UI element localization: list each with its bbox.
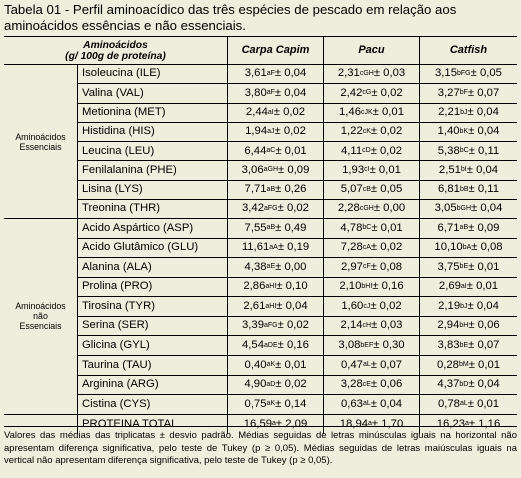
std-deviation: ± 0,04 <box>468 125 500 138</box>
mean-value: 1,22 <box>340 125 363 138</box>
mean-value: 2,61 <box>243 299 266 312</box>
mean-value: 10,10 <box>434 241 463 254</box>
mean-value: 3,15 <box>435 67 458 80</box>
std-deviation: ± 0,01 <box>275 358 307 371</box>
mean-value: 11,61 <box>241 241 270 254</box>
std-deviation: ± 0,01 <box>468 260 500 273</box>
table-cell-value: 1,93 cI ± 0,01 <box>324 161 420 180</box>
mean-value: 3,08 <box>338 339 361 352</box>
mean-value: 6,81 <box>437 183 460 196</box>
amino-acid-name: Tirosina (TYR) <box>78 297 228 317</box>
table-cell-value: 3,08 bEF ± 0,30 <box>324 336 420 356</box>
std-deviation: ± 0,04 <box>467 299 499 312</box>
std-deviation: ± 0,11 <box>468 144 500 157</box>
mean-value: 1,40 <box>437 125 460 138</box>
header-species: Carpa Capim <box>228 37 324 65</box>
mean-value: 2,94 <box>437 319 460 332</box>
mean-value: 3,27 <box>437 86 460 99</box>
table-cell-value: 3,75 bE ± 0,01 <box>420 258 517 278</box>
std-deviation: ± 0,04 <box>467 106 499 119</box>
mean-value: 2,42 <box>340 86 363 99</box>
std-deviation: ± 0,11 <box>468 183 500 196</box>
table-cell-value: 16,59 a ± 2,09 <box>228 415 324 435</box>
std-deviation: ± 2,09 <box>275 417 308 430</box>
table-cell-value: 3,27 bF ± 0,07 <box>420 84 517 103</box>
mean-value: 0,63 <box>340 397 363 410</box>
mean-value: 2,31 <box>337 67 360 80</box>
mean-value: 2,19 <box>438 299 461 312</box>
std-deviation: ± 0,02 <box>370 241 403 254</box>
table-caption: Tabela 01 - Perfil aminoacídico das três espécies de pescado em relação aos aminoácidos essências e não essenciais. <box>4 2 457 33</box>
table-cell-value: 2,86 aHI ± 0,10 <box>228 278 324 298</box>
mean-value: 3,05 <box>434 202 457 215</box>
table-cell-value: 2,31 cGH ± 0,03 <box>324 65 420 84</box>
std-deviation: ± 0,26 <box>275 183 307 196</box>
table-cell-value: 2,10 bHI ± 0,16 <box>324 278 420 298</box>
table-cell-value: 3,06 aGH ± 0,09 <box>228 161 324 180</box>
amino-acid-name: Treonina (THR) <box>78 200 228 219</box>
std-deviation: ± 0,09 <box>468 221 500 234</box>
mean-value: 0,40 <box>244 358 267 371</box>
table-cell-value: 1,94 aJ ± 0,02 <box>228 123 324 142</box>
header-amino-unit: (g/ 100g de proteína) <box>65 50 166 62</box>
std-deviation: ± 0,07 <box>468 339 500 352</box>
amino-acid-name: Fenilalanina (PHE) <box>78 161 228 180</box>
group-label <box>4 219 78 414</box>
std-deviation: ± 0,19 <box>277 241 310 254</box>
group-label <box>4 65 78 219</box>
std-deviation: ± 0,08 <box>370 260 403 273</box>
table-cell-value: 2,51 bI ± 0,04 <box>420 161 517 180</box>
mean-value: 2,28 <box>337 202 360 215</box>
table-cell-value: 2,28 cGH ± 0,00 <box>324 200 420 219</box>
amino-acid-name: Acido Aspártico (ASP) <box>78 219 228 239</box>
std-deviation: ± 0,01 <box>466 280 499 293</box>
table-cell-value: 3,15 bFG ± 0,05 <box>420 65 517 84</box>
std-deviation: ± 0,04 <box>370 397 403 410</box>
mean-value: 0,75 <box>244 397 267 410</box>
mean-value: 0,78 <box>437 397 460 410</box>
std-deviation: ± 0,02 <box>370 125 403 138</box>
table-cell-value: 2,94 bH ± 0,06 <box>420 317 517 337</box>
amino-acid-name: Isoleucina (ILE) <box>78 65 228 84</box>
amino-acid-name: Valina (VAL) <box>78 84 228 103</box>
table-cell-value: 6,71 aB ± 0,09 <box>420 219 517 239</box>
std-deviation: ± 0,16 <box>277 339 309 352</box>
amino-acid-name: Histidina (HIS) <box>78 123 228 142</box>
mean-value: 5,07 <box>340 183 363 196</box>
mean-value: 3,61 <box>244 67 267 80</box>
mean-value: 2,51 <box>438 163 461 176</box>
mean-value: 1,60 <box>341 299 364 312</box>
std-deviation: ± 0,07 <box>467 86 500 99</box>
group-label-line: Aminoácidos <box>15 131 66 142</box>
std-deviation: ± 0,04 <box>274 86 307 99</box>
mean-value: 3,80 <box>244 86 267 99</box>
mean-value: 2,44 <box>245 106 268 119</box>
table-cell-value: 0,63 aL ± 0,04 <box>324 395 420 415</box>
mean-value: 6,44 <box>244 144 267 157</box>
std-deviation: ± 0,04 <box>471 202 503 215</box>
std-deviation: ± 0,00 <box>373 202 406 215</box>
table-cell-value: 2,61 aHI ± 0,04 <box>228 297 324 317</box>
std-deviation: ± 0,06 <box>370 378 403 391</box>
mean-value: 3,83 <box>437 339 460 352</box>
amino-acid-name: Taurina (TAU) <box>78 356 228 376</box>
table-cell-value: 7,71 aB ± 0,26 <box>228 181 324 200</box>
table-cell-value: 4,38 aE ± 0,00 <box>228 258 324 278</box>
std-deviation: ± 0,14 <box>275 397 307 410</box>
group-label-line: Aminoácidos <box>15 301 66 312</box>
std-deviation: ± 0,49 <box>275 221 307 234</box>
header-amino-label: Aminoácidos <box>83 39 148 51</box>
mean-value: 2,86 <box>243 280 266 293</box>
mean-value: 1,93 <box>342 163 365 176</box>
std-deviation: ± 0,01 <box>467 397 500 410</box>
table-cell-value: 4,11 cD ± 0,02 <box>324 142 420 161</box>
table-cell-value: 4,78 bC ± 0,01 <box>324 219 420 239</box>
std-deviation: ± 0,04 <box>468 378 500 391</box>
table-cell-value: 1,46 cJK ± 0,01 <box>324 104 420 123</box>
amino-acid-name: Alanina (ALA) <box>78 258 228 278</box>
mean-value: 2,97 <box>340 260 363 273</box>
table-cell-value: 1,22 cK ± 0,02 <box>324 123 420 142</box>
mean-value: 1,46 <box>339 106 361 119</box>
header-species: Pacu <box>324 37 420 65</box>
std-deviation: ± 0,05 <box>370 183 403 196</box>
group-label-line: Essenciais <box>19 141 62 152</box>
table-cell-value: 4,37 bD ± 0,04 <box>420 376 517 396</box>
std-deviation: ± 0,02 <box>275 378 307 391</box>
table-cell-value: 1,40 bK ± 0,04 <box>420 123 517 142</box>
std-deviation: ± 0,03 <box>373 67 406 80</box>
mean-value: 3,75 <box>437 260 460 273</box>
mean-value: 4,90 <box>244 378 267 391</box>
mean-value: 2,10 <box>339 280 362 293</box>
table-cell-value: 2,42 cG ± 0,02 <box>324 84 420 103</box>
table-cell-value: 0,75 aK ± 0,14 <box>228 395 324 415</box>
mean-value: 2,69 <box>438 280 461 293</box>
table-cell-value: 0,28 bM ± 0,01 <box>420 356 517 376</box>
table-cell-value: 18,94 a ± 1,70 <box>324 415 420 435</box>
table-cell-value: 3,28 cE ± 0,06 <box>324 376 420 396</box>
mean-value: 16,59 <box>243 417 273 430</box>
mean-value: 3,28 <box>340 378 363 391</box>
table-cell-value: 2,14 cH ± 0,03 <box>324 317 420 337</box>
std-deviation: ± 0,02 <box>277 319 309 332</box>
std-deviation: ± 0,02 <box>273 106 306 119</box>
table-cell-value: 7,55 aB ± 0,49 <box>228 219 324 239</box>
std-deviation: ± 0,01 <box>372 106 404 119</box>
mean-value: 2,21 <box>438 106 461 119</box>
mean-value: 2,14 <box>340 319 363 332</box>
mean-value: 3,42 <box>242 202 265 215</box>
mean-value: 3,39 <box>242 319 265 332</box>
table-cell-value: 6,44 aC ± 0,01 <box>228 142 324 161</box>
mean-value: 0,47 <box>340 358 363 371</box>
std-deviation: ± 0,01 <box>275 144 307 157</box>
std-deviation: ± 0,09 <box>278 163 310 176</box>
mean-value: 6,71 <box>437 221 460 234</box>
std-deviation: ± 0,02 <box>370 299 402 312</box>
table-cell-value: 16,23 a ± 1,16 <box>436 417 501 430</box>
table-cell-value: 3,42 aFG ± 0,02 <box>228 200 324 219</box>
table-cell-value: 0,40 aK ± 0,01 <box>228 356 324 376</box>
table-cell-value: 2,69 aI ± 0,01 <box>420 278 517 298</box>
std-deviation: ± 0,01 <box>369 163 401 176</box>
mean-value: 3,06 <box>241 163 264 176</box>
table-cell-value: 3,05 bGH ± 0,04 <box>420 200 517 219</box>
table-cell-value: 2,44 aI ± 0,02 <box>228 104 324 123</box>
header-amino-acids <box>4 37 228 65</box>
std-deviation: ± 0,07 <box>370 358 403 371</box>
std-deviation: ± 1,70 <box>371 417 404 430</box>
amino-acid-table <box>4 36 517 430</box>
amino-acid-name: Prolina (PRO) <box>78 278 228 298</box>
mean-value: 5,38 <box>437 144 460 157</box>
std-deviation: ± 0,30 <box>373 339 405 352</box>
std-deviation: ± 0,00 <box>275 260 307 273</box>
table-cell-value: 2,21 bJ ± 0,04 <box>420 104 517 123</box>
table-footnote: Valores das médias das triplicatas ± desvio padrão. Médias seguidas de letras minúsculas iguais na horizontal não apresentam diferença significativa, pelo teste de Tukey (p ≥ 0,05). Médias seguidas de letras maiúsculas iguais na vertical não apresentam diferença significativa, pelo teste de Tukey (p ≥ 0,05). <box>4 430 517 466</box>
amino-acid-name: Lisina (LYS) <box>78 181 228 200</box>
std-deviation: ± 0,01 <box>371 221 403 234</box>
std-deviation: ± 0,06 <box>468 319 500 332</box>
amino-acid-name: Cistina (CYS) <box>78 395 228 415</box>
mean-value: 0,28 <box>436 358 459 371</box>
table-cell-value: 0,78 aL ± 0,01 <box>420 395 517 415</box>
std-deviation: ± 0,02 <box>371 86 403 99</box>
table-cell-value: 3,83 bE ± 0,07 <box>420 336 517 356</box>
table-cell-value: 4,90 aD ± 0,02 <box>228 376 324 396</box>
std-deviation: ± 0,02 <box>370 144 403 157</box>
table-cell-value: 3,61 aF ± 0,04 <box>228 65 324 84</box>
mean-value: 4,78 <box>340 221 363 234</box>
table-cell-value: 10,10 bA ± 0,08 <box>420 239 517 259</box>
amino-acid-name: Serina (SER) <box>78 317 228 337</box>
amino-acid-name: Acido Glutâmico (GLU) <box>78 239 228 259</box>
table-cell-value: 5,38 bC ± 0,11 <box>420 142 517 161</box>
mean-value: 4,54 <box>242 339 265 352</box>
std-deviation: ± 0,05 <box>470 67 502 80</box>
mean-value: 1,94 <box>245 125 268 138</box>
mean-value: 7,28 <box>340 241 363 254</box>
amino-acid-name: Leucina (LEU) <box>78 142 228 161</box>
table-cell-value: 1,60 cJ ± 0,02 <box>324 297 420 317</box>
table-cell-value: 5,07 cB ± 0,05 <box>324 181 420 200</box>
std-deviation: ± 0,16 <box>372 280 404 293</box>
mean-value: 4,38 <box>244 260 267 273</box>
amino-acid-name: Metionina (MET) <box>78 104 228 123</box>
mean-value: 4,37 <box>437 378 460 391</box>
table-cell-value: 7,28 cA ± 0,02 <box>324 239 420 259</box>
total-protein-label: PROTEINA TOTAL <box>78 415 228 435</box>
mean-value: 16,23 <box>436 417 466 430</box>
std-deviation: ± 0,02 <box>277 202 309 215</box>
std-deviation: ± 0,04 <box>466 163 499 176</box>
table-cell-value: 4,54 aDE ± 0,16 <box>228 336 324 356</box>
table-cell-value: 0,47 aL ± 0,07 <box>324 356 420 376</box>
header-species: Catfish <box>420 37 517 65</box>
std-deviation: ± 0,10 <box>276 280 308 293</box>
std-deviation: ± 0,08 <box>471 241 503 254</box>
std-deviation: ± 0,04 <box>274 67 307 80</box>
mean-value: 18,94 <box>339 417 369 430</box>
amino-acid-name: Glicina (GYL) <box>78 336 228 356</box>
mean-value: 7,55 <box>244 221 267 234</box>
group-label-line: não <box>33 311 48 322</box>
std-deviation: ± 0,01 <box>468 358 501 371</box>
std-deviation: ± 1,16 <box>468 417 501 430</box>
group-label-line: Essenciais <box>19 321 62 332</box>
table-cell-value: 3,39 aFG ± 0,02 <box>228 317 324 337</box>
std-deviation: ± 0,02 <box>274 125 306 138</box>
table-cell-value: 2,97 cF ± 0,08 <box>324 258 420 278</box>
mean-value: 7,71 <box>244 183 267 196</box>
std-deviation: ± 0,04 <box>276 299 308 312</box>
amino-acid-name: Arginina (ARG) <box>78 376 228 396</box>
table-cell-value: 3,80 aF ± 0,04 <box>228 84 324 103</box>
table-cell-value: 11,61 aA ± 0,19 <box>228 239 324 259</box>
std-deviation: ± 0,03 <box>371 319 403 332</box>
table-cell-value: 6,81 bB ± 0,11 <box>420 181 517 200</box>
mean-value: 4,11 <box>340 144 363 157</box>
table-cell-value: 2,19 bJ ± 0,04 <box>420 297 517 317</box>
